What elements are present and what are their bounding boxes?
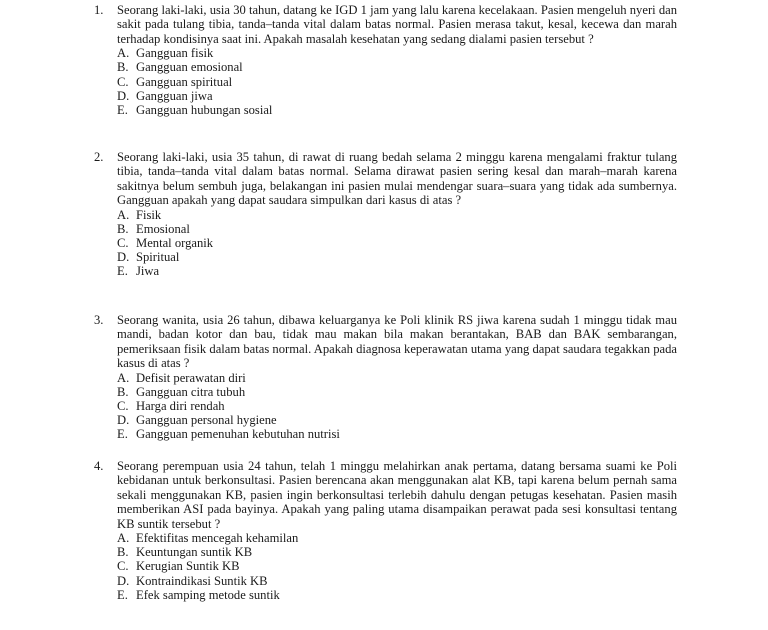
option-a (117, 208, 677, 222)
option-b (117, 545, 677, 559)
option-letter: C. (117, 559, 129, 574)
option-letter: E. (117, 427, 128, 442)
option-d (117, 413, 677, 427)
option-text: Defisit perawatan diri (136, 370, 246, 385)
option-text: Keuntungan suntik KB (136, 545, 253, 560)
question-text: Seorang laki-laki, usia 35 tahun, di rawat di ruang bedah selama 2 minggu karena mengalami fraktur tulang tibia, tanda–tanda vital dalam batas normal. Selama dirawat pasien sering kesal dan marah–marah karena sakitnya belum sembuh juga, belakangan ini pasien mulai mendengar suara–suara yang tidak ada sumbernya. Gangguan apakah yang dapat saudara simpulkan dari kasus di atas ? (117, 150, 677, 208)
option-text: Harga diri rendah (136, 399, 225, 413)
option-text: Kerugian Suntik KB (136, 559, 240, 574)
question-2 (94, 150, 677, 279)
option-letter: B. (117, 545, 129, 560)
option-text: Jiwa (136, 264, 160, 279)
option-letter: D. (117, 250, 130, 265)
option-text: Kontraindikasi Suntik KB (136, 573, 268, 588)
option-text: Gangguan spiritual (136, 74, 233, 89)
option-letter: B. (117, 384, 129, 399)
option-text: Mental organik (136, 236, 214, 250)
question-number: 1. (94, 3, 104, 17)
option-a (117, 46, 677, 60)
option-d (117, 574, 677, 588)
option-c (117, 75, 677, 89)
question-1 (94, 3, 677, 117)
question-number: 3. (94, 313, 104, 327)
option-b (117, 385, 677, 399)
option-text: Efektifitas mencegah kehamilan (136, 531, 299, 546)
question-text: Seorang perempuan usia 24 tahun, telah 1 minggu melahirkan anak pertama, datang bersama suami ke Poli kebidanan untuk berkonsultasi. Pasien berencana akan menggunakan alat KB, tapi karena belum pernah sama sekali menggunakan KB, pasien ingin berkonsultasi terlebih dahulu dengan petugas kesehatan. Pasien masih memberikan ASI pada bayinya. Apakah yang paling utama disampaikan perawat pada sesi konsultasi tentang KB suntik tersebut ? (117, 459, 677, 531)
question-4 (94, 459, 677, 602)
answer-options (117, 371, 677, 442)
option-e (117, 264, 677, 278)
option-letter: C. (117, 74, 129, 89)
option-letter: C. (117, 399, 129, 413)
option-c (117, 559, 677, 573)
option-text: Gangguan pemenuhan kebutuhan nutrisi (136, 427, 340, 442)
option-text: Gangguan fisik (136, 46, 214, 61)
option-text: Gangguan citra tubuh (136, 384, 246, 399)
option-e (117, 427, 677, 441)
option-text: Emosional (136, 221, 190, 236)
option-letter: A. (117, 207, 130, 222)
question-number: 2. (94, 150, 104, 164)
option-b (117, 222, 677, 236)
option-text: Gangguan emosional (136, 60, 243, 75)
option-e (117, 103, 677, 117)
option-d (117, 89, 677, 103)
answer-options (117, 208, 677, 279)
option-c (117, 236, 677, 250)
option-letter: D. (117, 413, 130, 428)
option-letter: D. (117, 573, 130, 588)
option-letter: A. (117, 46, 130, 61)
option-e (117, 588, 677, 602)
question-text: Seorang laki-laki, usia 30 tahun, datang ke IGD 1 jam yang lalu karena kecelakaan. Pasien mengeluh nyeri dan sakit pada tulang tibia, tanda–tanda vital dalam batas normal. Pasien merasa takut, kesal, kecewa dan marah terhadap kondisinya saat ini. Apakah masalah kesehatan yang sedang dialami pasien tersebut ? (117, 3, 677, 46)
question-text: Seorang wanita, usia 26 tahun, dibawa keluarganya ke Poli klinik RS jiwa karena sudah 1 minggu tidak mau mandi, badan kotor dan bau, tidak mau makan bila makan berantakan, BAB dan BAK sembarangan, pemeriksaan fisik dalam batas normal. Apakah diagnosa keperawatan utama yang dapat saudara tegakkan pada kasus di atas ? (117, 313, 677, 371)
option-letter: E. (117, 102, 128, 117)
option-letter: A. (117, 531, 130, 546)
option-letter: C. (117, 236, 129, 250)
question-number: 4. (94, 459, 104, 473)
option-letter: B. (117, 60, 129, 75)
option-text: Gangguan jiwa (136, 88, 213, 103)
answer-options (117, 531, 677, 602)
option-a (117, 531, 677, 545)
option-letter: B. (117, 221, 129, 236)
option-letter: D. (117, 88, 130, 103)
option-b (117, 60, 677, 74)
option-text: Efek samping metode suntik (136, 587, 280, 602)
question-3 (94, 313, 677, 442)
option-d (117, 250, 677, 264)
option-text: Spiritual (136, 250, 180, 265)
option-text: Gangguan personal hygiene (136, 413, 277, 428)
answer-options (117, 46, 677, 117)
option-a (117, 371, 677, 385)
option-letter: E. (117, 264, 128, 279)
option-text: Fisik (136, 207, 162, 222)
option-letter: A. (117, 370, 130, 385)
option-c (117, 399, 677, 413)
option-text: Gangguan hubungan sosial (136, 102, 273, 117)
option-letter: E. (117, 587, 128, 602)
